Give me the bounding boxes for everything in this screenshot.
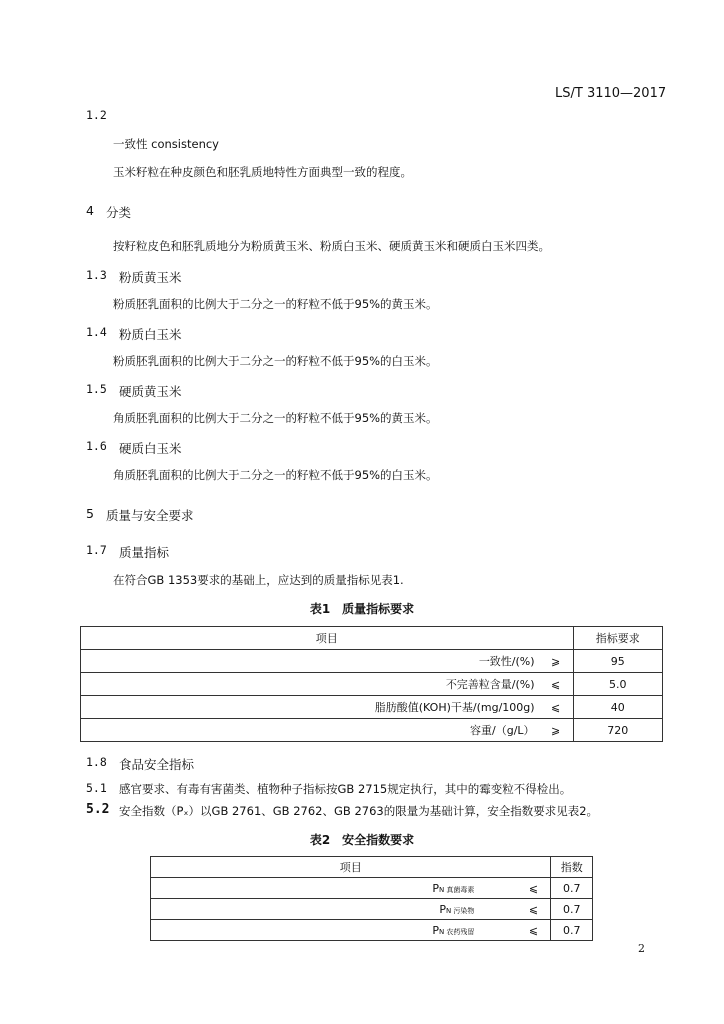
item-name: 容重/（g/L） [81,719,539,742]
table-header-row [81,627,663,650]
item-value: 0.7 [551,878,593,899]
paragraph: 粉质胚乳面积的比例大于二分之一的籽粒不低于95%的白玉米。 [113,354,438,368]
table-row [151,920,593,941]
operator: ⩽ [539,673,574,696]
section-title: 粉质黄玉米 [119,270,182,285]
section-number: 5.2 [86,802,110,817]
header-index: 指数 [551,857,593,878]
item-name: 不完善粒含量/(%) [81,673,539,696]
table-caption: 表2 安全指数要求 [309,833,415,847]
table-header-row [151,857,593,878]
section-number: 1.3 [86,268,107,282]
paragraph: 安全指数（Pₓ）以GB 2761、GB 2762、GB 2763的限量为基础计算，安全指数要求见表2。 [119,804,599,818]
paragraph: 粉质胚乳面积的比例大于二分之一的籽粒不低于95%的黄玉米。 [113,297,438,311]
section-title: 硬质黄玉米 [119,384,182,399]
section-number: 5 [86,506,94,521]
section-title: 分类 [106,205,132,220]
page-number: 2 [638,942,645,955]
item-value: 0.7 [551,920,593,941]
item-value: 40 [573,696,662,719]
section-title: 粉质白玉米 [119,327,182,342]
item-name: 脂肪酸值(KOH)干基/(mg/100g) [81,696,539,719]
operator: ⩽ [516,878,551,899]
section-title: 质量与安全要求 [106,508,194,523]
header-requirement: 指标要求 [573,627,662,650]
section-title: 硬质白玉米 [119,441,182,456]
section-number: 1.5 [86,382,107,396]
operator: ⩽ [516,899,551,920]
section-number: 4 [86,203,94,218]
section-number: 1.7 [86,543,107,557]
table-caption: 表1 质量指标要求 [309,602,415,616]
term-definition: 玉米籽粒在种皮颜色和胚乳质地特性方面典型一致的程度。 [113,165,412,179]
header-item: 项目 [151,857,551,878]
item-value: 0.7 [551,899,593,920]
item-name: PN 农药残留 [151,920,517,941]
item-value: 720 [573,719,662,742]
operator: ⩽ [516,920,551,941]
term-heading: 一致性 consistency [113,137,219,151]
section-title: 食品安全指标 [119,757,195,772]
paragraph: 角质胚乳面积的比例大于二分之一的籽粒不低于95%的白玉米。 [113,468,438,482]
header-item: 项目 [81,627,574,650]
standard-number: LS/T 3110—2017 [555,86,667,101]
table-row [81,650,663,673]
section-title: 质量指标 [119,545,170,560]
quality-table [80,626,663,742]
item-value: 5.0 [573,673,662,696]
table-row [151,878,593,899]
section-number: 1.6 [86,439,107,453]
paragraph: 感官要求、有毒有害菌类、植物种子指标按GB 2715规定执行，其中的霉变粒不得检出。 [119,782,572,796]
section-number: 1.8 [86,755,107,769]
section-number: 1.4 [86,325,107,339]
table-row [151,899,593,920]
item-name: PN 污染物 [151,899,517,920]
paragraph: 在符合GB 1353要求的基础上，应达到的质量指标见表1. [113,573,404,587]
table-row [81,719,663,742]
item-value: 95 [573,650,662,673]
item-name: PN 真菌毒素 [151,878,517,899]
table-row [81,673,663,696]
section-number: 5.1 [86,781,107,795]
table-row [81,696,663,719]
item-name: 一致性/(%) [81,650,539,673]
operator: ⩾ [539,650,574,673]
operator: ⩽ [539,696,574,719]
safety-index-table [150,856,593,941]
paragraph: 角质胚乳面积的比例大于二分之一的籽粒不低于95%的黄玉米。 [113,411,438,425]
operator: ⩾ [539,719,574,742]
paragraph: 按籽粒皮色和胚乳质地分为粉质黄玉米、粉质白玉米、硬质黄玉米和硬质白玉米四类。 [113,239,550,253]
section-number: 1.2 [86,108,107,122]
